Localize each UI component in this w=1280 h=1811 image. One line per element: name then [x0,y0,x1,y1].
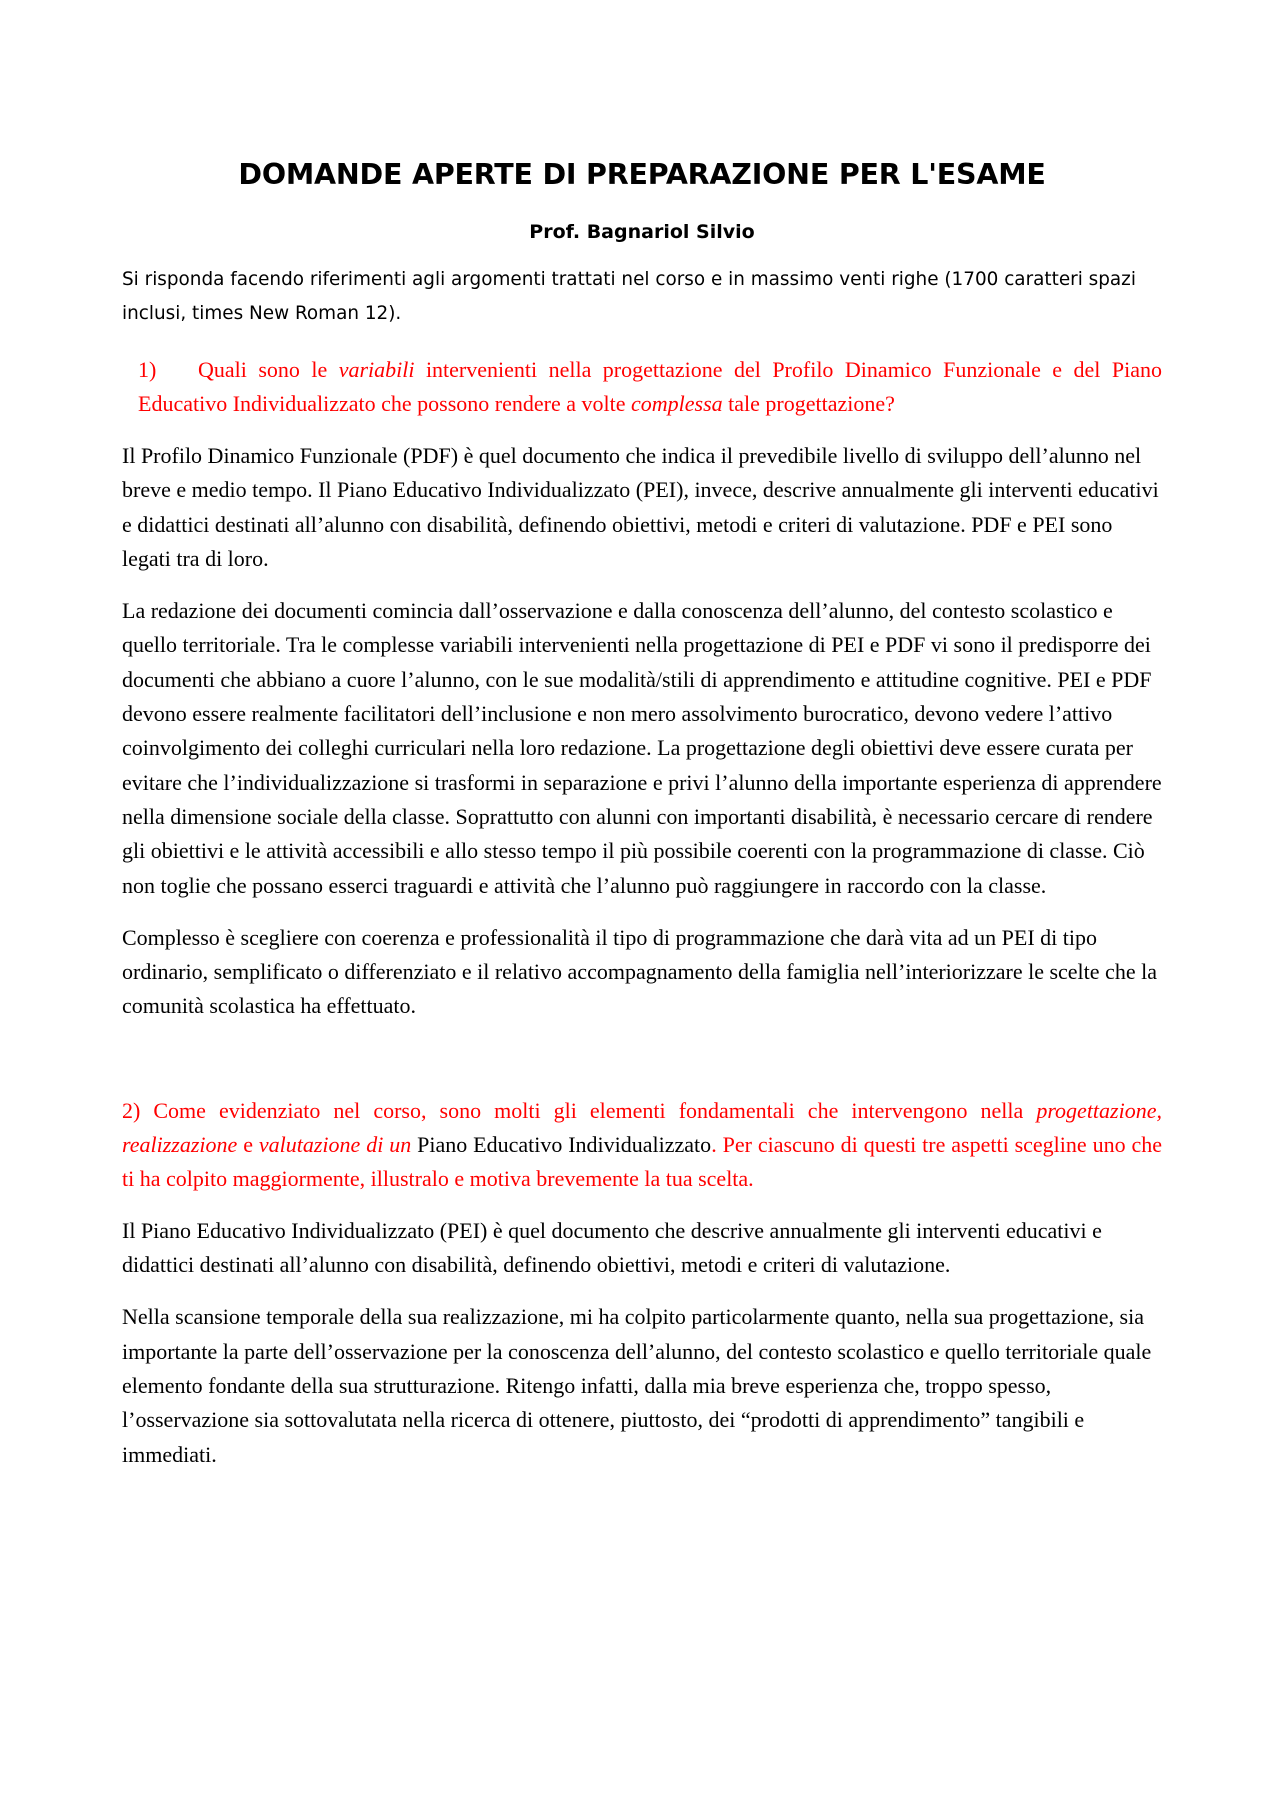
answer-1-paragraph-2: La redazione dei documenti comincia dall’osservazione e dalla conoscenza dell’alunno, del contesto scolastico e quello territoriale. Tra le complesse variabili intervenienti nella progettazione di PEI e PDF vi sono il predisporre dei documenti che abbiano a cuore l’alunno, con le sue modalità/stili di apprendimento e attitudine cognitive. PEI e PDF devono essere realmente facilitatori dell’inclusione e non mero assolvimento burocratico, devono vedere l’attivo coinvolgimento dei colleghi curriculari nella loro redazione. La progettazione degli obiettivi deve essere curata per evitare che l’individualizzazione si trasformi in separazione e privi l’alunno della importante esperienza di apprendere nella dimensione sociale della classe. Soprattutto con alunni con importanti disabilità, è necessario cercare di rendere gli obiettivi e le attività accessibili e allo stesso tempo il più possibile coerenti con la programmazione di classe. Ciò non toglie che possano esserci traguardi e attività che l’alunno può raggiungere in raccordo con la classe. [122,598,1162,898]
question-1-text-a: Quali sono le [198,357,339,382]
answer-2-paragraph-1: Il Piano Educativo Individualizzato (PEI) è quel documento che descrive annualmente gli interventi educativi e didattici destinati all’alunno con disabilità, definendo obiettivi, metodi e criteri di valutazione. [122,1217,1102,1278]
question-2-italic-a: progettazione, realizzazione [122,1097,1162,1157]
question-2-text-b: e [237,1131,259,1157]
question-1-italic-b: complessa [631,391,723,416]
question-2-italic-b: valutazione di un [258,1131,412,1157]
question-1 [122,353,1162,421]
question-1-number: 1) [138,357,157,382]
answer-2-paragraph-2: Nella scansione temporale della sua realizzazione, mi ha colpito particolarmente quanto, nella sua progettazione, sia importante la parte dell’osservazione per la conoscenza dell’alunno, del contesto scolastico e quello territoriale quale elemento fondante della sua strutturazione. Ritengo infatti, dalla mia breve esperienza che, troppo spesso, l’osservazione sia sottovalutata nella ricerca di ottenere, piuttosto, dei “prodotti di apprendimento” tangibili e immediati. [122,1304,1152,1467]
question-1-italic-a: variabili [338,357,415,382]
question-2-text-c: Piano Educativo Individualizzato [411,1131,712,1157]
question-1-text-b: intervenienti nella progettazione del Profilo Dinamico Funzionale e del Piano Educativo Individualizzato che possono rendere a volte [138,357,1162,416]
question-2 [122,1094,1162,1196]
document-content [122,158,1162,1472]
question-2-text-a: 2) Come evidenziato nel corso, sono molti gli elementi fondamentali che intervengono nella [122,1097,1037,1123]
answer-1-paragraph-3: Complesso è scegliere con coerenza e professionalità il tipo di programmazione che darà vita ad un PEI di tipo ordinario, semplificato o differenziato e il relativo accompagnamento della famiglia nell’interiorizzare le scelte che la comunità scolastica ha effettuato. [122,924,1157,1019]
document-author: Prof. Bagnariol Silvio [529,221,755,243]
question-1-text-c: tale progettazione? [722,391,895,416]
document-title: DOMANDE APERTE DI PREPARAZIONE PER L'ESAME [238,158,1046,191]
answer-1-paragraph-1: Il Profilo Dinamico Funzionale (PDF) è quel documento che indica il prevedibile livello di sviluppo dell’alunno nel breve e medio tempo. Il Piano Educativo Individualizzato (PEI), invece, descrive annualmente gli interventi educativi e didattici destinati all’alunno con disabilità, definendo obiettivi, metodi e criteri di valutazione. PDF e PEI sono legati tra di loro. [122,443,1159,571]
document-instructions: Si risponda facendo riferimenti agli argomenti trattati nel corso e in massimo venti righe (1700 caratteri spazi inclusi, times New Roman 12). [122,269,1136,324]
question-2-text-d: . Per ciascuno di questi tre aspetti scegline uno che ti ha colpito maggiormente, illustralo e motiva brevemente la tua scelta. [122,1131,1162,1191]
